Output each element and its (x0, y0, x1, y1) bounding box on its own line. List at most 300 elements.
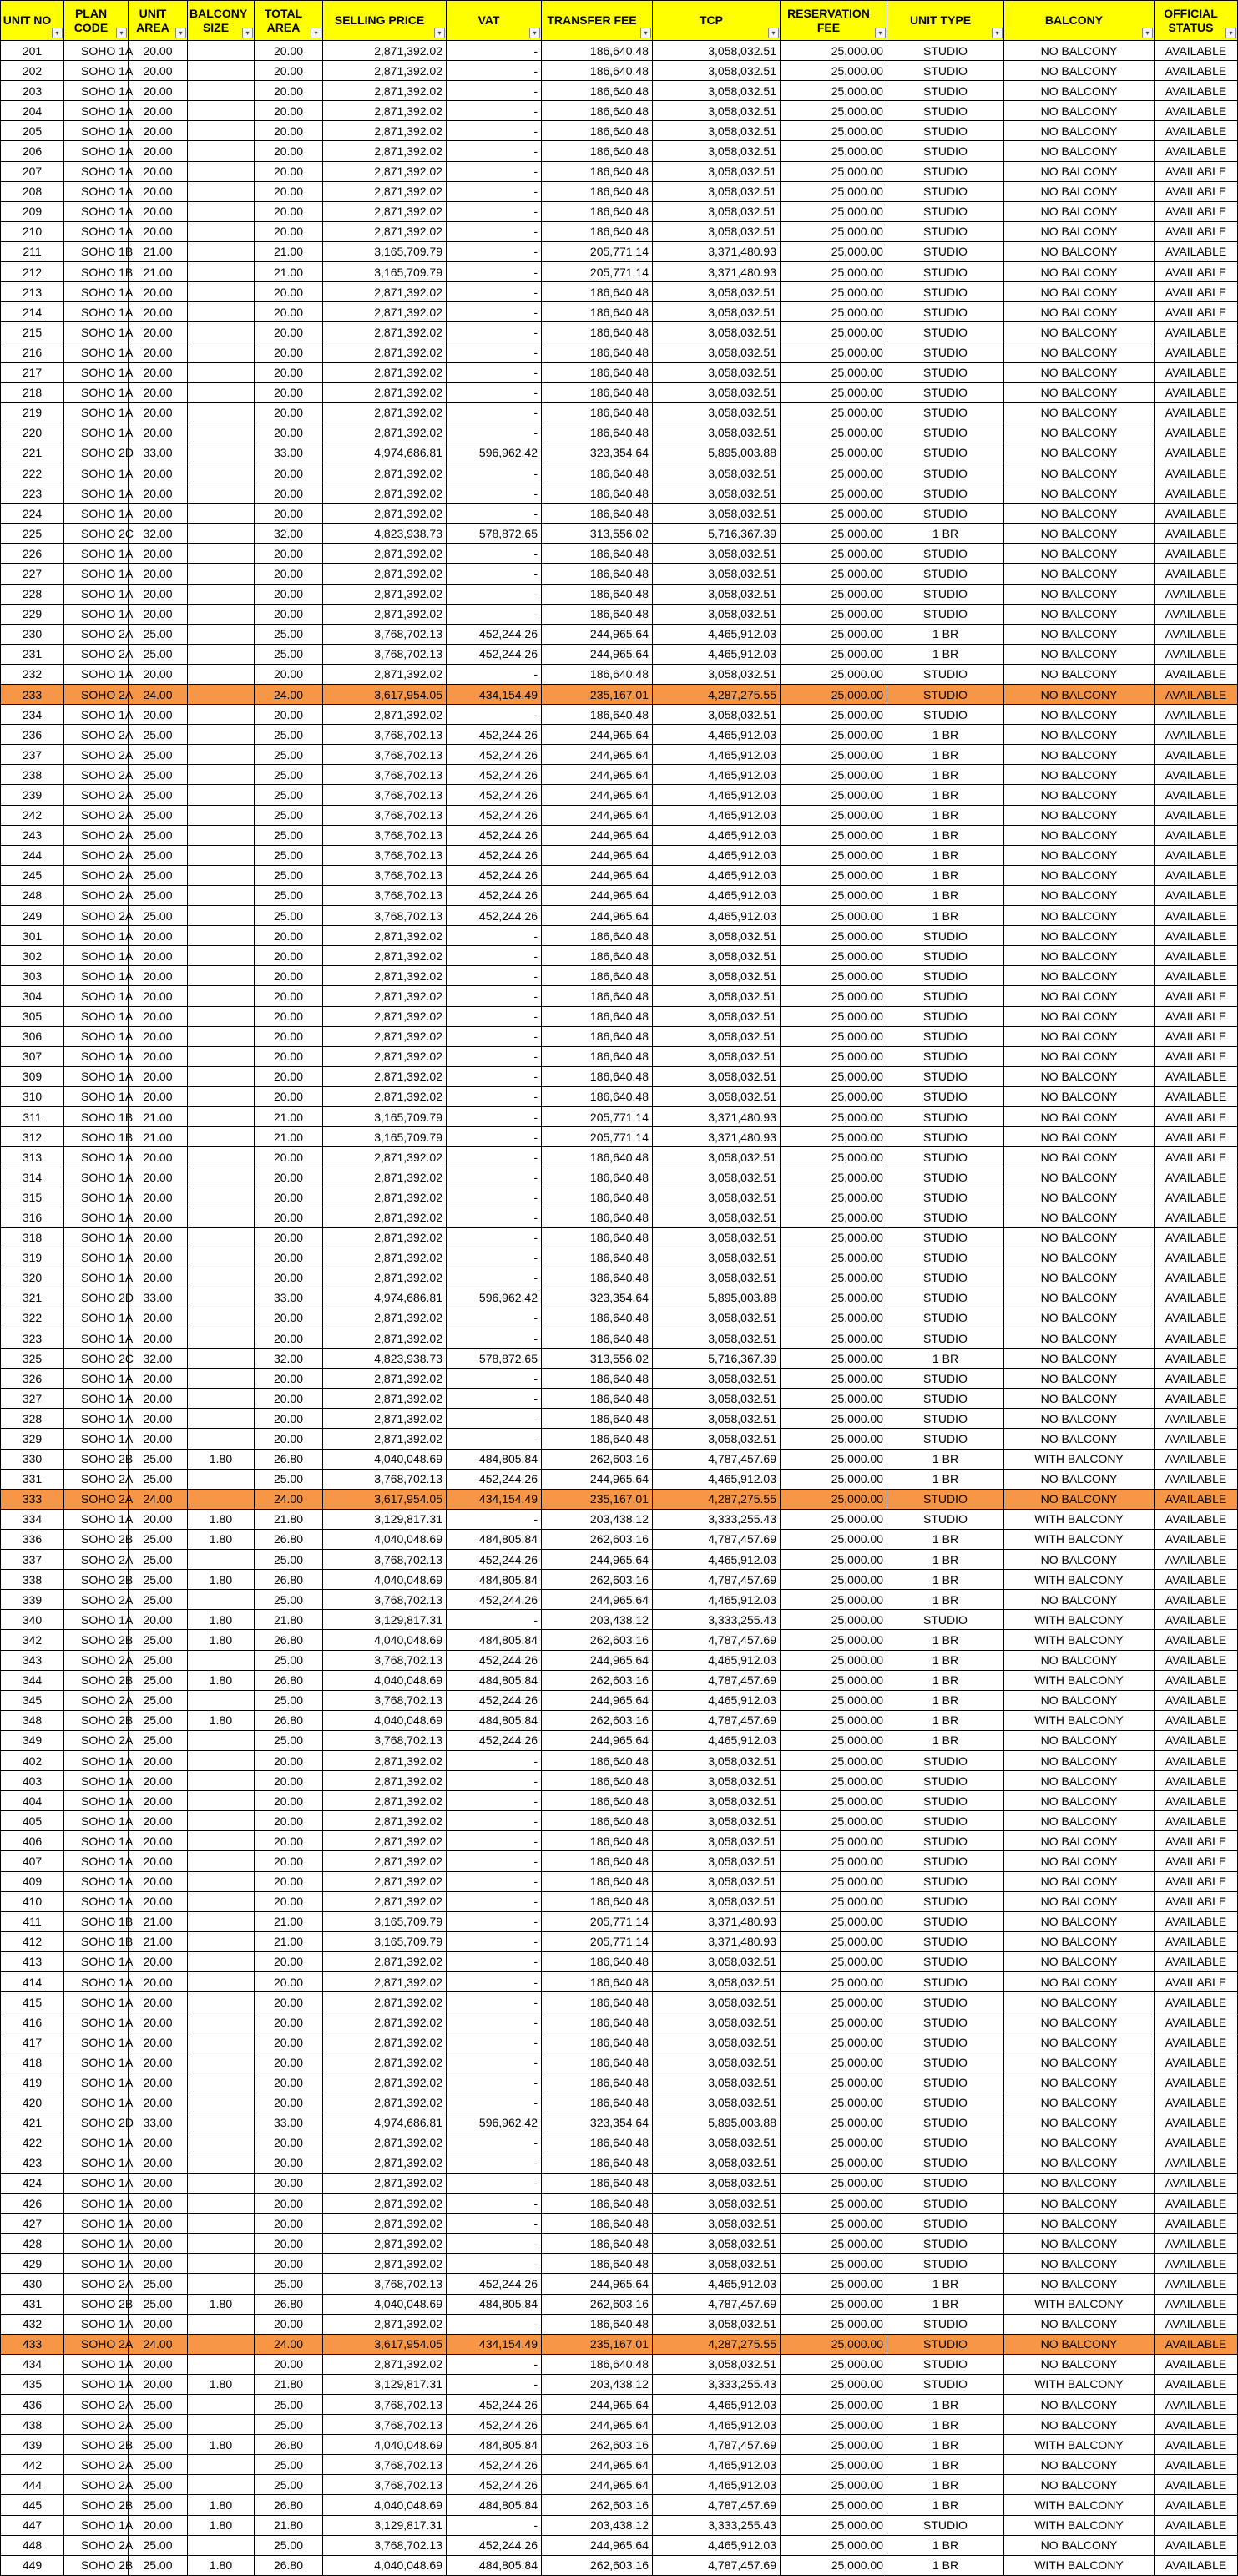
table-row[interactable] (1, 2354, 1238, 2374)
unit-no-cell: 433 (1, 2334, 64, 2354)
table-row[interactable] (1, 1106, 1238, 1126)
transfer-fee-cell: 244,965.64 (542, 765, 653, 785)
table-row[interactable] (1, 2234, 1238, 2254)
unit-type-cell: STUDIO (887, 1972, 1004, 1992)
tcp-cell: 3,058,032.51 (653, 1026, 781, 1046)
official-status-cell: AVAILABLE (1155, 322, 1238, 342)
selling-price-cell: 2,871,392.02 (323, 1086, 447, 1106)
table-row[interactable] (1, 1227, 1238, 1248)
table-row[interactable] (1, 1951, 1238, 1971)
table-row[interactable] (1, 2194, 1238, 2214)
total-area-cell: 21.00 (255, 1106, 323, 1126)
total-area-cell: 20.00 (255, 61, 323, 81)
table-row[interactable] (1, 1046, 1238, 1066)
unit-no-cell: 404 (1, 1791, 64, 1811)
table-row[interactable] (1, 141, 1238, 161)
table-row[interactable] (1, 1349, 1238, 1369)
filter-dropdown-icon[interactable]: ▾ (311, 28, 321, 38)
tcp-cell: 4,465,912.03 (653, 2415, 781, 2435)
table-row[interactable] (1, 1791, 1238, 1811)
total-area-cell: 20.00 (255, 362, 323, 382)
table-row[interactable] (1, 2394, 1238, 2414)
table-row[interactable] (1, 1489, 1238, 1509)
transfer-fee-cell: 244,965.64 (542, 865, 653, 885)
table-row[interactable] (1, 1449, 1238, 1469)
table-row[interactable] (1, 302, 1238, 322)
balcony-cell: NO BALCONY (1004, 644, 1155, 664)
tcp-cell: 4,465,912.03 (653, 845, 781, 865)
filter-dropdown-icon[interactable]: ▾ (875, 28, 886, 38)
selling-price-cell: 2,871,392.02 (323, 362, 447, 382)
table-row[interactable] (1, 1147, 1238, 1167)
unit-area-cell: 20.00 (129, 463, 188, 483)
table-row[interactable] (1, 1931, 1238, 1951)
reservation-fee-cell: 25,000.00 (781, 1730, 887, 1750)
selling-price-cell: 2,871,392.02 (323, 1831, 447, 1851)
unit-no-cell: 314 (1, 1167, 64, 1187)
tcp-cell: 3,058,032.51 (653, 1328, 781, 1349)
table-row[interactable] (1, 745, 1238, 765)
table-row[interactable] (1, 1207, 1238, 1227)
unit-type-cell: STUDIO (887, 1750, 1004, 1770)
balcony-cell: NO BALCONY (1004, 1308, 1155, 1328)
balcony-size-cell (188, 483, 255, 504)
unit-area-cell: 20.00 (129, 1972, 188, 1992)
total-area-cell: 26.80 (255, 1529, 323, 1549)
table-row[interactable] (1, 2113, 1238, 2133)
vat-cell: 452,244.26 (447, 2394, 542, 2414)
transfer-fee-cell: 186,640.48 (542, 2254, 653, 2274)
official-status-cell: AVAILABLE (1155, 463, 1238, 483)
balcony-cell: NO BALCONY (1004, 1187, 1155, 1207)
table-row[interactable] (1, 2455, 1238, 2475)
unit-area-cell: 20.00 (129, 2515, 188, 2535)
table-row[interactable] (1, 906, 1238, 926)
plan-code-cell: SOHO 2A (64, 624, 129, 644)
table-row[interactable] (1, 2435, 1238, 2455)
table-row[interactable] (1, 1429, 1238, 1449)
total-area-cell: 25.00 (255, 906, 323, 926)
table-row[interactable] (1, 121, 1238, 141)
plan-code-cell: SOHO 2D (64, 1288, 129, 1308)
total-area-cell: 20.00 (255, 342, 323, 362)
table-row[interactable] (1, 1710, 1238, 1730)
table-row[interactable] (1, 81, 1238, 101)
filter-dropdown-icon[interactable]: ▾ (1225, 28, 1236, 38)
table-row[interactable] (1, 644, 1238, 664)
table-row[interactable] (1, 1127, 1238, 1147)
table-row[interactable] (1, 1187, 1238, 1207)
transfer-fee-cell: 186,640.48 (542, 1871, 653, 1891)
unit-no-cell: 237 (1, 745, 64, 765)
table-row[interactable] (1, 865, 1238, 885)
unit-type-cell: 1 BR (887, 1710, 1004, 1730)
tcp-cell: 3,058,032.51 (653, 1851, 781, 1871)
table-row[interactable] (1, 443, 1238, 463)
table-row[interactable] (1, 2294, 1238, 2314)
total-area-cell: 20.00 (255, 121, 323, 141)
selling-price-cell: 3,768,702.13 (323, 2274, 447, 2294)
filter-dropdown-icon[interactable]: ▾ (52, 28, 63, 38)
table-row[interactable] (1, 1288, 1238, 1308)
table-row[interactable] (1, 1469, 1238, 1489)
table-row[interactable] (1, 524, 1238, 544)
vat-cell: 452,244.26 (447, 624, 542, 644)
selling-price-cell: 4,040,048.69 (323, 2294, 447, 2314)
selling-price-cell: 2,871,392.02 (323, 604, 447, 624)
tcp-cell: 3,058,032.51 (653, 1389, 781, 1409)
table-row[interactable] (1, 885, 1238, 905)
unit-type-cell: STUDIO (887, 423, 1004, 443)
table-row[interactable] (1, 2093, 1238, 2113)
table-row[interactable] (1, 564, 1238, 584)
table-row[interactable] (1, 1851, 1238, 1871)
filter-dropdown-icon[interactable]: ▾ (992, 28, 1003, 38)
tcp-cell: 3,058,032.51 (653, 2072, 781, 2093)
table-row[interactable] (1, 221, 1238, 241)
table-row[interactable] (1, 101, 1238, 121)
plan-code-cell: SOHO 1A (64, 504, 129, 524)
table-row[interactable] (1, 966, 1238, 986)
unit-area-cell: 20.00 (129, 2093, 188, 2113)
table-row[interactable] (1, 1006, 1238, 1026)
official-status-cell: AVAILABLE (1155, 564, 1238, 584)
table-row[interactable] (1, 201, 1238, 221)
table-row[interactable] (1, 1167, 1238, 1187)
table-row[interactable] (1, 1831, 1238, 1851)
tcp-cell: 4,465,912.03 (653, 2455, 781, 2475)
vat-cell: - (447, 1207, 542, 1227)
table-row[interactable] (1, 1328, 1238, 1349)
table-row[interactable] (1, 362, 1238, 382)
reservation-fee-cell: 25,000.00 (781, 241, 887, 261)
table-row[interactable] (1, 1750, 1238, 1770)
table-row[interactable] (1, 1066, 1238, 1086)
table-row[interactable] (1, 1570, 1238, 1590)
official-status-cell: AVAILABLE (1155, 1369, 1238, 1389)
total-area-cell: 20.00 (255, 41, 323, 61)
table-row[interactable] (1, 845, 1238, 865)
reservation-fee-cell: 25,000.00 (781, 322, 887, 342)
table-row[interactable] (1, 1268, 1238, 1288)
unit-type-cell: STUDIO (887, 2214, 1004, 2234)
table-row[interactable] (1, 41, 1238, 61)
table-row[interactable] (1, 1550, 1238, 1570)
table-row[interactable] (1, 544, 1238, 564)
table-row[interactable] (1, 584, 1238, 604)
transfer-fee-cell: 186,640.48 (542, 201, 653, 221)
unit-no-cell: 223 (1, 483, 64, 504)
table-row[interactable] (1, 342, 1238, 362)
total-area-cell: 21.00 (255, 1931, 323, 1951)
table-row[interactable] (1, 2374, 1238, 2394)
official-status-cell: AVAILABLE (1155, 966, 1238, 986)
selling-price-cell: 2,871,392.02 (323, 2214, 447, 2234)
balcony-cell: NO BALCONY (1004, 1931, 1155, 1951)
official-status-cell: AVAILABLE (1155, 644, 1238, 664)
table-row[interactable] (1, 1670, 1238, 1690)
balcony-size-cell (188, 2415, 255, 2435)
table-row[interactable] (1, 1891, 1238, 1911)
total-area-cell: 20.00 (255, 1389, 323, 1409)
table-row[interactable] (1, 463, 1238, 483)
table-row[interactable] (1, 2173, 1238, 2193)
unit-type-cell: STUDIO (887, 1026, 1004, 1046)
table-row[interactable] (1, 2133, 1238, 2153)
table-row[interactable] (1, 1509, 1238, 1529)
table-row[interactable] (1, 664, 1238, 684)
plan-code-cell: SOHO 1A (64, 1891, 129, 1911)
official-status-cell: AVAILABLE (1155, 1187, 1238, 1207)
balcony-size-cell (188, 685, 255, 705)
plan-code-cell: SOHO 1A (64, 1268, 129, 1288)
table-row[interactable] (1, 2334, 1238, 2354)
table-row[interactable] (1, 1086, 1238, 1106)
reservation-fee-cell: 25,000.00 (781, 1831, 887, 1851)
table-row[interactable] (1, 161, 1238, 181)
table-row[interactable] (1, 1610, 1238, 1630)
reservation-fee-cell: 25,000.00 (781, 524, 887, 544)
vat-cell: - (447, 1369, 542, 1389)
table-row[interactable] (1, 1972, 1238, 1992)
table-row[interactable] (1, 685, 1238, 705)
tcp-cell: 3,058,032.51 (653, 664, 781, 684)
plan-code-cell: SOHO 2A (64, 2475, 129, 2495)
table-row[interactable] (1, 262, 1238, 282)
column-header-balcony (1004, 1, 1155, 41)
table-row[interactable] (1, 1811, 1238, 1831)
tcp-cell: 3,058,032.51 (653, 2314, 781, 2334)
table-row[interactable] (1, 2032, 1238, 2052)
reservation-fee-cell: 25,000.00 (781, 1690, 887, 1710)
total-area-cell: 20.00 (255, 1086, 323, 1106)
unit-no-cell: 228 (1, 584, 64, 604)
transfer-fee-cell: 313,556.02 (542, 1349, 653, 1369)
table-row[interactable] (1, 322, 1238, 342)
table-row[interactable] (1, 2254, 1238, 2274)
balcony-size-cell (188, 865, 255, 885)
total-area-cell: 20.00 (255, 1369, 323, 1389)
reservation-fee-cell: 25,000.00 (781, 1288, 887, 1308)
unit-type-cell: 1 BR (887, 1630, 1004, 1650)
balcony-cell: NO BALCONY (1004, 1771, 1155, 1791)
table-row[interactable] (1, 2052, 1238, 2072)
transfer-fee-cell: 186,640.48 (542, 121, 653, 141)
table-row[interactable] (1, 1630, 1238, 1650)
table-row[interactable] (1, 1771, 1238, 1791)
unit-no-cell: 321 (1, 1288, 64, 1308)
selling-price-cell: 3,768,702.13 (323, 1650, 447, 1670)
table-row[interactable] (1, 2072, 1238, 2093)
balcony-size-cell (188, 2394, 255, 2414)
table-row[interactable] (1, 2495, 1238, 2515)
official-status-cell: AVAILABLE (1155, 1791, 1238, 1811)
table-row[interactable] (1, 604, 1238, 624)
table-row[interactable] (1, 504, 1238, 524)
balcony-cell: NO BALCONY (1004, 1650, 1155, 1670)
filter-dropdown-icon[interactable]: ▾ (175, 28, 186, 38)
table-row[interactable] (1, 1409, 1238, 1429)
table-row[interactable] (1, 382, 1238, 402)
table-row[interactable] (1, 785, 1238, 805)
tcp-cell: 3,058,032.51 (653, 382, 781, 402)
tcp-cell: 3,371,480.93 (653, 1931, 781, 1951)
unit-type-cell: STUDIO (887, 2254, 1004, 2274)
selling-price-cell: 3,165,709.79 (323, 1106, 447, 1126)
table-row[interactable] (1, 1369, 1238, 1389)
unit-type-cell: STUDIO (887, 2194, 1004, 2214)
table-row[interactable] (1, 1690, 1238, 1710)
table-row[interactable] (1, 1529, 1238, 1549)
official-status-cell: AVAILABLE (1155, 825, 1238, 845)
filter-dropdown-icon[interactable]: ▾ (116, 28, 127, 38)
transfer-fee-cell: 186,640.48 (542, 1268, 653, 1288)
table-row[interactable] (1, 1389, 1238, 1409)
table-row[interactable] (1, 946, 1238, 966)
table-row[interactable] (1, 1730, 1238, 1750)
unit-no-cell: 412 (1, 1931, 64, 1951)
plan-code-cell: SOHO 1A (64, 322, 129, 342)
table-row[interactable] (1, 2535, 1238, 2555)
table-row[interactable] (1, 181, 1238, 201)
transfer-fee-cell: 262,603.16 (542, 2555, 653, 2575)
tcp-cell: 3,058,032.51 (653, 302, 781, 322)
table-row[interactable] (1, 765, 1238, 785)
unit-no-cell: 318 (1, 1227, 64, 1248)
table-row[interactable] (1, 2274, 1238, 2294)
table-row[interactable] (1, 2415, 1238, 2435)
balcony-cell: NO BALCONY (1004, 1227, 1155, 1248)
selling-price-cell: 3,768,702.13 (323, 1469, 447, 1489)
balcony-cell: NO BALCONY (1004, 2032, 1155, 2052)
table-row[interactable] (1, 2153, 1238, 2173)
balcony-size-cell (188, 1006, 255, 1026)
filter-dropdown-icon[interactable]: ▾ (640, 28, 651, 38)
balcony-cell: NO BALCONY (1004, 1106, 1155, 1126)
table-row[interactable] (1, 241, 1238, 261)
table-row[interactable] (1, 402, 1238, 423)
balcony-size-cell (188, 745, 255, 765)
official-status-cell: AVAILABLE (1155, 2374, 1238, 2394)
table-row[interactable] (1, 2475, 1238, 2495)
total-area-cell: 25.00 (255, 2535, 323, 2555)
balcony-cell: NO BALCONY (1004, 1207, 1155, 1227)
table-row[interactable] (1, 986, 1238, 1006)
tcp-cell: 3,058,032.51 (653, 61, 781, 81)
filter-dropdown-icon[interactable]: ▾ (529, 28, 540, 38)
plan-code-cell: SOHO 1A (64, 221, 129, 241)
table-row[interactable] (1, 1308, 1238, 1328)
reservation-fee-cell: 25,000.00 (781, 705, 887, 725)
table-row[interactable] (1, 483, 1238, 504)
transfer-fee-cell: 186,640.48 (542, 61, 653, 81)
table-row[interactable] (1, 2515, 1238, 2535)
filter-dropdown-icon[interactable]: ▾ (1142, 28, 1153, 38)
table-row[interactable] (1, 423, 1238, 443)
table-row[interactable] (1, 2012, 1238, 2032)
official-status-cell: AVAILABLE (1155, 2535, 1238, 2555)
vat-cell: - (447, 201, 542, 221)
selling-price-cell: 2,871,392.02 (323, 1187, 447, 1207)
table-row[interactable] (1, 1590, 1238, 1610)
table-row[interactable] (1, 61, 1238, 81)
tcp-cell: 3,058,032.51 (653, 1167, 781, 1187)
balcony-size-cell: 1.80 (188, 2495, 255, 2515)
balcony-size-cell (188, 906, 255, 926)
official-status-cell: AVAILABLE (1155, 865, 1238, 885)
filter-dropdown-icon[interactable]: ▾ (768, 28, 779, 38)
balcony-size-cell (188, 1931, 255, 1951)
vat-cell: - (447, 1911, 542, 1931)
plan-code-cell: SOHO 1A (64, 1248, 129, 1268)
unit-type-cell: STUDIO (887, 1992, 1004, 2012)
table-row[interactable] (1, 1911, 1238, 1931)
selling-price-cell: 3,129,817.31 (323, 2515, 447, 2535)
table-row[interactable] (1, 926, 1238, 946)
unit-area-cell: 25.00 (129, 2274, 188, 2294)
official-status-cell: AVAILABLE (1155, 2334, 1238, 2354)
filter-dropdown-icon[interactable]: ▾ (434, 28, 445, 38)
tcp-cell: 3,333,255.43 (653, 1509, 781, 1529)
plan-code-cell: SOHO 1A (64, 81, 129, 101)
table-row[interactable] (1, 1992, 1238, 2012)
selling-price-cell: 4,040,048.69 (323, 1449, 447, 1469)
tcp-cell: 3,058,032.51 (653, 1147, 781, 1167)
transfer-fee-cell: 244,965.64 (542, 745, 653, 765)
table-row[interactable] (1, 805, 1238, 825)
balcony-cell: NO BALCONY (1004, 664, 1155, 684)
table-row[interactable] (1, 825, 1238, 845)
table-row[interactable] (1, 2555, 1238, 2575)
vat-cell: 452,244.26 (447, 1550, 542, 1570)
tcp-cell: 4,465,912.03 (653, 2535, 781, 2555)
plan-code-cell: SOHO 1A (64, 604, 129, 624)
filter-dropdown-icon[interactable]: ▾ (242, 28, 253, 38)
unit-type-cell: STUDIO (887, 1409, 1004, 1429)
table-row[interactable] (1, 1248, 1238, 1268)
table-row[interactable] (1, 705, 1238, 725)
official-status-cell: AVAILABLE (1155, 1670, 1238, 1690)
plan-code-cell: SOHO 1A (64, 161, 129, 181)
total-area-cell: 20.00 (255, 161, 323, 181)
balcony-size-cell (188, 1650, 255, 1670)
table-row[interactable] (1, 1026, 1238, 1046)
vat-cell: - (447, 1187, 542, 1207)
tcp-cell: 5,895,003.88 (653, 2113, 781, 2133)
selling-price-cell: 2,871,392.02 (323, 141, 447, 161)
table-row[interactable] (1, 1650, 1238, 1670)
balcony-cell: NO BALCONY (1004, 1690, 1155, 1710)
table-row[interactable] (1, 1871, 1238, 1891)
unit-type-cell: STUDIO (887, 221, 1004, 241)
unit-area-cell: 20.00 (129, 1187, 188, 1207)
table-row[interactable] (1, 282, 1238, 302)
tcp-cell: 3,371,480.93 (653, 1911, 781, 1931)
table-row[interactable] (1, 725, 1238, 745)
tcp-cell: 3,058,032.51 (653, 121, 781, 141)
table-row[interactable] (1, 2314, 1238, 2334)
table-row[interactable] (1, 2214, 1238, 2234)
balcony-cell: WITH BALCONY (1004, 2374, 1155, 2394)
vat-cell: 484,805.84 (447, 2495, 542, 2515)
plan-code-cell: SOHO 1A (64, 1509, 129, 1529)
vat-cell: - (447, 2133, 542, 2153)
table-row[interactable] (1, 624, 1238, 644)
balcony-size-cell (188, 1489, 255, 1509)
balcony-size-cell (188, 423, 255, 443)
transfer-fee-cell: 186,640.48 (542, 966, 653, 986)
unit-area-cell: 20.00 (129, 1771, 188, 1791)
